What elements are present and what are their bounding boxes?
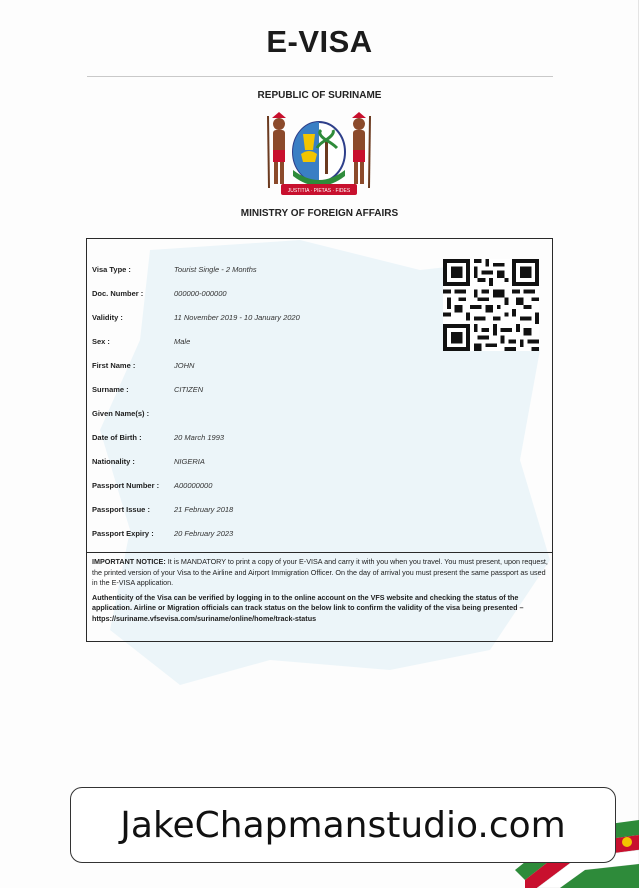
- field-label: Surname :: [92, 384, 129, 394]
- qr-code-icon: [443, 259, 539, 351]
- field-value: NIGERIA: [174, 456, 205, 466]
- field-value: 20 February 2023: [174, 528, 234, 538]
- field-label: Passport Expiry :: [92, 528, 154, 538]
- ministry-name: MINISTRY OF FOREIGN AFFAIRS: [240, 208, 399, 219]
- important-notice: [92, 557, 548, 624]
- field-label: Passport Issue :: [92, 504, 150, 514]
- field-value: CITIZEN: [174, 384, 204, 394]
- field-label: Validity :: [92, 312, 123, 322]
- field-label: Passport Number :: [92, 480, 160, 490]
- field-label: Visa Type :: [92, 264, 131, 274]
- field-row-doc-number: [92, 281, 422, 305]
- svg-text:JUSTITIA · PIETAS · FIDES: JUSTITIA · PIETAS · FIDES: [287, 188, 351, 194]
- field-row-nationality: [92, 449, 422, 473]
- notice-body: It is MANDATORY to print a copy of your E-VISA and carry it with you when you travel. You must present, upon request, the printed version of your Visa to the Airline and Airport Immigration Officer. On the day of arrival you must present the same passport as used in the E-VISA application.: [92, 557, 548, 587]
- field-value: JOHN: [174, 360, 195, 370]
- field-row-surname: [92, 377, 422, 401]
- field-label: Date of Birth :: [92, 432, 142, 442]
- field-row-passport-expiry: [92, 521, 422, 545]
- field-value: 21 February 2018: [174, 504, 234, 514]
- visa-details-panel: [86, 238, 553, 642]
- field-row-first-name: [92, 353, 422, 377]
- field-value: 000000-000000: [174, 288, 227, 298]
- coat-of-arms-icon: [263, 110, 375, 202]
- authenticity-note: Authenticity of the Visa can be verified by logging in to the online account on the VFS website and checking the status of the application. Airline or Migration officials can track status on the below link to confirm the validity of the visa being presented – https://suriname.vfsevisa.com/suriname/online/home/track-status: [92, 592, 524, 623]
- field-value: A00000000: [174, 480, 213, 490]
- country-name: REPUBLIC OF SURINAME: [257, 90, 382, 101]
- field-row-passport-issue: [92, 497, 422, 521]
- field-value: Male: [174, 336, 191, 346]
- field-value: 11 November 2019 - 10 January 2020: [174, 312, 300, 322]
- field-row-visa-type: [92, 257, 422, 281]
- field-row-passport-number: [92, 473, 422, 497]
- field-label: Sex :: [92, 336, 110, 346]
- visa-fields: [92, 257, 422, 545]
- field-label: Nationality :: [92, 456, 135, 466]
- field-label: Given Name(s) :: [92, 408, 150, 418]
- notice-divider: [87, 552, 552, 553]
- field-row-validity: [92, 305, 422, 329]
- field-row-given-names: [92, 401, 422, 425]
- watermark-badge: JakeChapmanstudio.com: [70, 787, 616, 863]
- field-label: Doc. Number :: [92, 288, 144, 298]
- title-divider: [87, 76, 553, 77]
- field-row-sex: [92, 329, 422, 353]
- field-value: 20 March 1993: [174, 432, 225, 442]
- field-label: First Name :: [92, 360, 136, 370]
- page-title: E-VISA: [266, 24, 373, 59]
- field-row-date-of-birth: [92, 425, 422, 449]
- notice-heading: IMPORTANT NOTICE:: [92, 557, 166, 566]
- field-value: Tourist Single - 2 Months: [174, 264, 257, 274]
